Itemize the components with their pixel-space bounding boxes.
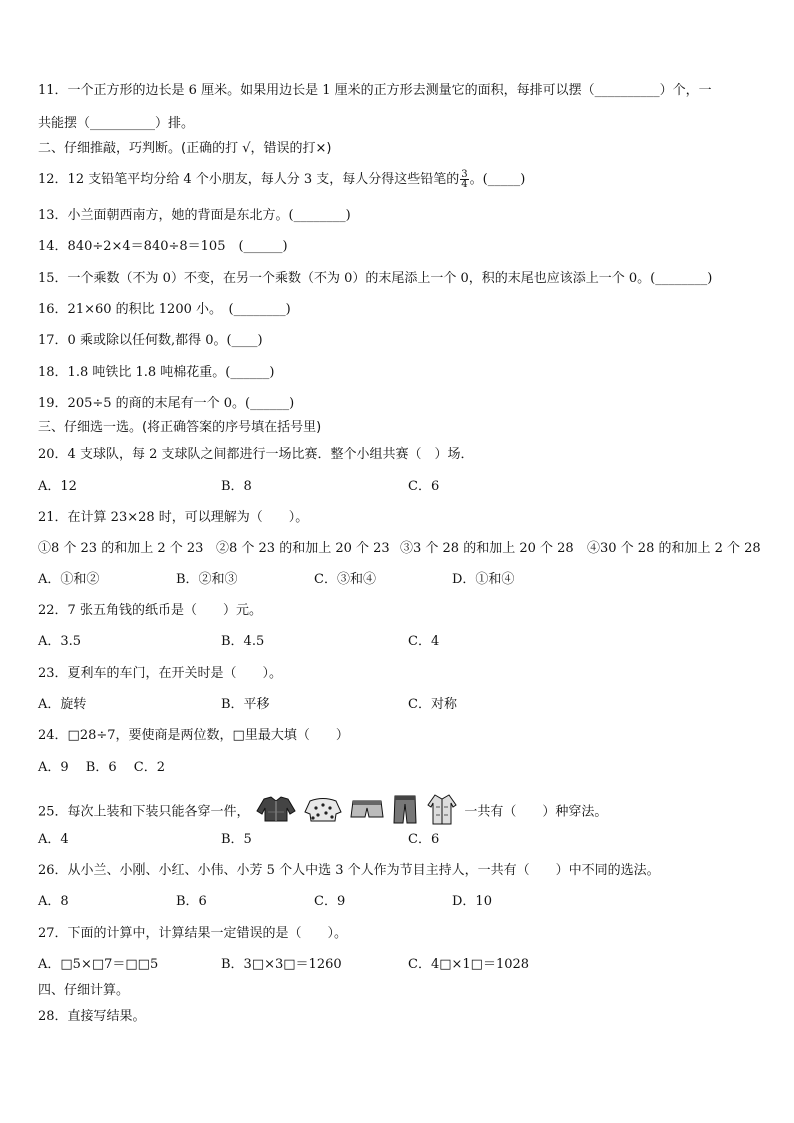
- q25-option-c: C．6: [408, 832, 440, 847]
- q12-blank: 。(_____): [469, 172, 526, 187]
- q12-text: 12．12 支铅笔平均分给 4 个小朋友，每人分 3 支，每人分得这些铅笔的: [38, 172, 460, 187]
- q25-option-a: A．4: [38, 832, 69, 847]
- question-18: 18．1.8 吨铁比 1.8 吨棉花重。(______): [38, 365, 275, 380]
- q21-option-a: A．①和②: [38, 572, 100, 587]
- polka-dot-shirt-icon: [304, 796, 342, 828]
- q24-stem: 24．□28÷7，要使商是两位数，□里最大填（ ）: [38, 728, 349, 743]
- q26-option-d: D．10: [452, 894, 492, 909]
- q21-option-d: D．①和④: [452, 572, 515, 587]
- coat-icon: [426, 793, 458, 831]
- q22-stem: 22．7 张五角钱的纸币是（ ）元。: [38, 603, 262, 618]
- section-4-heading: 四、仔细计算。: [38, 983, 130, 998]
- shorts-icon: [350, 798, 384, 826]
- q25-text-before: 25．每次上装和下装只能各穿一件，: [38, 804, 250, 820]
- question-19: 19．205÷5 的商的末尾有一个 0。(______): [38, 396, 295, 411]
- q21-option-c: C．③和④: [314, 572, 376, 587]
- question-15: 15．一个乘数（不为 0）不变，在另一个乘数（不为 0）的末尾添上一个 0，积的末尾也应该添上一个 0。(________): [38, 271, 713, 286]
- q11-line1: 11．一个正方形的边长是 6 厘米。如果用边长是 1 厘米的正方形去测量它的面积，每排可以摆（__________）个，一: [38, 83, 712, 98]
- question-14: 14．840÷2×4＝840÷8＝105 (______): [38, 239, 288, 254]
- q23-option-b: B．平移: [221, 697, 270, 712]
- q11-line2: 共能摆（__________）排。: [38, 116, 195, 131]
- fraction-numerator: 3: [461, 169, 468, 180]
- q22-option-c: C．4: [408, 634, 440, 649]
- q21-item-2: ②8 个 23 的和加上 20 个 23: [216, 541, 390, 556]
- pants-icon: [392, 794, 418, 830]
- q22-option-a: A．3.5: [38, 634, 82, 649]
- question-16: 16．21×60 的积比 1200 小。 (________): [38, 302, 291, 317]
- q23-stem: 23．夏利车的车门，在开关时是（ ）。: [38, 666, 283, 681]
- question-13: 13．小兰面朝西南方，她的背面是东北方。(________): [38, 208, 351, 223]
- q22-option-b: B．4.5: [221, 634, 265, 649]
- q20-stem: 20．4 支球队，每 2 支球队之间都进行一场比赛．整个小组共赛（ ）场．: [38, 447, 474, 462]
- q25-text-after: 一共有（ ）种穿法。: [464, 804, 608, 820]
- q25-option-b: B．5: [221, 832, 252, 847]
- q26-option-a: A．8: [38, 894, 69, 909]
- q21-item-3: ③3 个 28 的和加上 20 个 28: [400, 541, 574, 556]
- q21-item-4: ④30 个 28 的和加上 2 个 28: [587, 541, 761, 556]
- jacket-icon: [256, 796, 296, 828]
- q26-stem: 26．从小兰、小刚、小红、小伟、小芳 5 个人中选 3 个人作为节目主持人，一共有（ ）中不同的选法。: [38, 863, 660, 878]
- q27-option-a: A．□5×□7＝□□5: [38, 957, 159, 972]
- q20-option-b: B．8: [221, 479, 252, 494]
- q20-option-c: C．6: [408, 479, 440, 494]
- q26-option-c: C．9: [314, 894, 346, 909]
- fraction-denominator: 4: [461, 179, 468, 190]
- q27-stem: 27．下面的计算中，计算结果一定错误的是（ ）。: [38, 926, 348, 941]
- q21-option-b: B．②和③: [176, 572, 238, 587]
- q25-stem: [38, 793, 607, 831]
- q21-item-1: ①8 个 23 的和加上 2 个 23: [38, 541, 204, 556]
- q20-option-a: A．12: [38, 479, 77, 494]
- question-17: 17．0 乘或除以任何数,都得 0。(____): [38, 333, 263, 348]
- question-28: 28．直接写结果。: [38, 1009, 146, 1024]
- section-3-heading: 三、仔细选一选。(将正确答案的序号填在括号里): [38, 420, 322, 435]
- q27-option-b: B．3□×3□＝1260: [221, 957, 342, 972]
- q24-options: A．9 B．6 C．2: [38, 760, 165, 775]
- q27-option-c: C．4□×1□＝1028: [408, 957, 530, 972]
- q26-option-b: B．6: [176, 894, 207, 909]
- section-2-heading: 二、仔细推敲，巧判断。(正确的打 √，错误的打×): [38, 141, 332, 156]
- question-12: [38, 170, 525, 189]
- q12-fraction: [460, 170, 468, 189]
- q21-stem: 21．在计算 23×28 时，可以理解为（ ）。: [38, 510, 309, 525]
- q23-option-a: A．旋转: [38, 697, 87, 712]
- q23-option-c: C．对称: [408, 697, 457, 712]
